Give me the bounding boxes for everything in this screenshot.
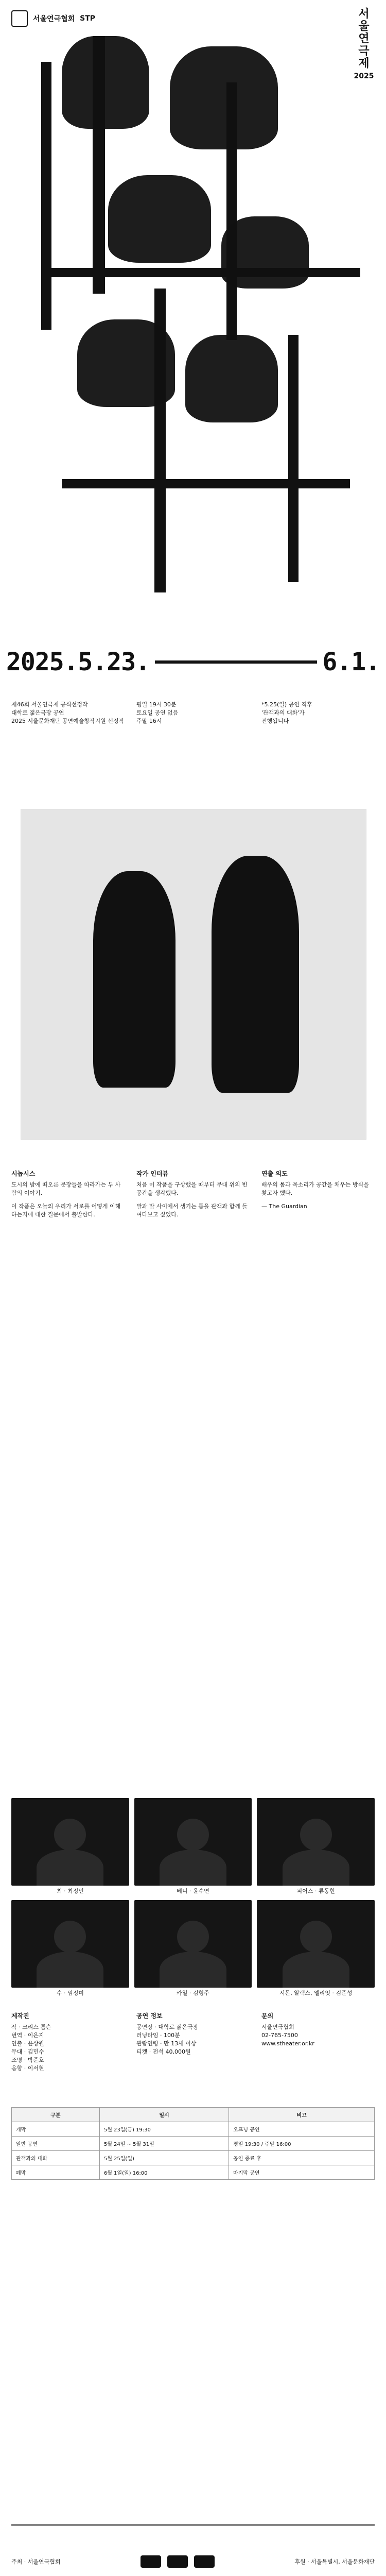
schedule-cell: 개막 bbox=[12, 2122, 100, 2137]
footer-support-line: 후원 · 서울특별시, 서울문화재단 bbox=[294, 2558, 375, 2565]
ticket-heading: 공연 정보 bbox=[136, 2012, 163, 2020]
schedule-cell: 평일 19:30 / 주말 16:00 bbox=[229, 2137, 375, 2151]
cast-card bbox=[134, 1798, 252, 1894]
cast-card bbox=[134, 1900, 252, 1996]
sponsor-logo-icon bbox=[141, 2555, 161, 2568]
schedule-cell: 일반 공연 bbox=[12, 2137, 100, 2151]
cast-grid bbox=[11, 1798, 375, 1996]
title-vertical bbox=[353, 8, 375, 82]
avatar-icon bbox=[300, 1819, 332, 1851]
schedule-header: 일시 bbox=[99, 2108, 229, 2122]
silhouette-6 bbox=[185, 335, 278, 422]
cast-name: 피어스 · 류동현 bbox=[296, 1888, 335, 1894]
cast-card bbox=[257, 1900, 375, 1996]
column-3 bbox=[261, 1170, 375, 1224]
ticket-line: 티켓 · 전석 40,000원 bbox=[136, 2048, 191, 2055]
cast-name: 최 · 최정인 bbox=[56, 1888, 84, 1894]
bottom-columns bbox=[11, 2012, 375, 2073]
title-vertical-top: 서울 bbox=[358, 8, 370, 33]
ticket-line: 관람연령 · 만 13세 이상 bbox=[136, 2040, 197, 2047]
three-columns bbox=[11, 1170, 375, 1224]
sponsor-logo-icon bbox=[194, 2555, 215, 2568]
silhouette-2 bbox=[170, 46, 278, 149]
column-2-paragraph-1: 처음 이 작품을 구상했을 때부터 무대 위의 빈 공간을 생각했다. bbox=[136, 1181, 248, 1196]
date-dash bbox=[155, 660, 317, 664]
cast-shoulder bbox=[37, 1850, 103, 1886]
poster-bar-1 bbox=[41, 62, 51, 330]
staff-line: 무대 · 김민수 bbox=[11, 2048, 44, 2055]
cast-name: 베니 · 윤수연 bbox=[177, 1888, 209, 1894]
schedule-cell: 6월 1일(일) 16:00 bbox=[99, 2165, 229, 2180]
schedule-cell: 5월 23일(금) 19:30 bbox=[99, 2122, 229, 2137]
seoul-theatre-association-logo-icon bbox=[11, 10, 28, 27]
ticket-line: 러닝타임 · 100분 bbox=[136, 2032, 180, 2039]
table-row bbox=[12, 2122, 375, 2137]
table-row bbox=[12, 2165, 375, 2180]
staff-line: 연출 · 윤상원 bbox=[11, 2040, 44, 2047]
cast-shoulder bbox=[283, 1850, 349, 1886]
date-end: 6.1. bbox=[322, 648, 380, 676]
title-vertical-bottom: 2025 bbox=[354, 72, 374, 80]
cast-card bbox=[11, 1798, 129, 1894]
logo-row bbox=[11, 10, 95, 27]
schedule-cell: 5월 24일 ~ 5월 31일 bbox=[99, 2137, 229, 2151]
logo-left-1: 서울연극협회 bbox=[33, 15, 75, 23]
staff-line: 번역 · 이은지 bbox=[11, 2032, 44, 2039]
contact-column bbox=[261, 2012, 375, 2073]
poster-info bbox=[11, 701, 375, 725]
column-3-heading: 연출 의도 bbox=[261, 1170, 288, 1177]
sponsor-logo-icon bbox=[167, 2555, 188, 2568]
poster-bar-7 bbox=[62, 479, 350, 488]
column-1 bbox=[11, 1170, 125, 1224]
table-row bbox=[12, 2137, 375, 2151]
schedule-cell: 공연 종료 후 bbox=[229, 2151, 375, 2165]
staff-line: 음향 · 이서현 bbox=[11, 2065, 44, 2072]
cast-shoulder bbox=[283, 1952, 349, 1988]
contact-heading: 문의 bbox=[261, 2012, 274, 2020]
footer-logos bbox=[141, 2555, 215, 2568]
column-1-heading: 시놉시스 bbox=[11, 1170, 36, 1177]
avatar-icon bbox=[177, 1921, 209, 1953]
person-left bbox=[93, 871, 176, 1088]
ticket-column bbox=[136, 2012, 250, 2073]
schedule-header: 비고 bbox=[229, 2108, 375, 2122]
duo-photo bbox=[21, 809, 366, 1140]
silhouette-3 bbox=[108, 175, 211, 263]
schedule-cell: 5월 25일(일) bbox=[99, 2151, 229, 2165]
avatar-icon bbox=[54, 1819, 86, 1851]
staff-line: 작 · 크리스 톰슨 bbox=[11, 2024, 51, 2030]
title-vertical-mid: 연극제 bbox=[358, 32, 370, 70]
date-start: 2025.5.23. bbox=[6, 648, 150, 676]
avatar-icon bbox=[300, 1921, 332, 1953]
column-3-paragraph-2: — The Guardian bbox=[261, 1203, 307, 1210]
schedule-cell: 마지막 공연 bbox=[229, 2165, 375, 2180]
silhouette-1 bbox=[62, 36, 149, 129]
person-right bbox=[212, 856, 299, 1093]
schedule-header: 구분 bbox=[12, 2108, 100, 2122]
staff-column bbox=[11, 2012, 125, 2073]
poster-info-right: *5.25(일) 공연 직후 '관객과의 대화'가 진행됩니다 bbox=[261, 701, 312, 724]
poster-info-mid: 평일 19시 30분 토요일 공연 없음 주말 16시 bbox=[136, 701, 179, 724]
cast-name: 시몬, 알렉스, 엘리엇 · 김준성 bbox=[279, 1990, 353, 1996]
avatar-icon bbox=[54, 1921, 86, 1953]
poster-bar-6 bbox=[46, 268, 360, 277]
staff-line: 조명 · 박준호 bbox=[11, 2057, 44, 2063]
column-2 bbox=[136, 1170, 250, 1224]
poster-dates bbox=[6, 641, 380, 683]
ticket-line: 공연장 · 대학로 젊은극장 bbox=[136, 2024, 199, 2030]
footer bbox=[11, 2524, 375, 2576]
schedule-table bbox=[11, 2107, 375, 2180]
silhouette-4 bbox=[221, 216, 309, 289]
column-2-heading: 작가 인터뷰 bbox=[136, 1170, 169, 1177]
poster bbox=[0, 0, 386, 724]
table-row bbox=[12, 2151, 375, 2165]
silhouette-5 bbox=[77, 319, 175, 407]
cast-shoulder bbox=[160, 1952, 226, 1988]
column-1-paragraph-2: 이 작품은 오늘의 우리가 서로를 어떻게 이해하는지에 대한 질문에서 출발한다. bbox=[11, 1203, 121, 1218]
duo-photo-section bbox=[0, 809, 386, 1164]
cast-shoulder bbox=[160, 1850, 226, 1886]
schedule-cell: 폐막 bbox=[12, 2165, 100, 2180]
cast-card bbox=[257, 1798, 375, 1894]
contact-line: 02-765-7500 bbox=[261, 2032, 298, 2039]
contact-line: www.stheater.or.kr bbox=[261, 2040, 314, 2047]
schedule-cell: 오프닝 공연 bbox=[229, 2122, 375, 2137]
footer-org-line: 주최 · 서울연극협회 bbox=[11, 2558, 61, 2565]
contact-line: 서울연극협회 bbox=[261, 2024, 294, 2030]
cast-name: 수 · 임정미 bbox=[56, 1990, 84, 1996]
cast-card bbox=[11, 1900, 129, 1996]
cast-shoulder bbox=[37, 1952, 103, 1988]
cast-name: 카일 · 김형주 bbox=[177, 1990, 209, 1996]
column-1-paragraph-1: 도시의 밤에 떠오른 문장들을 따라가는 두 사람의 이야기. bbox=[11, 1181, 121, 1196]
logo-left-2: STP bbox=[80, 14, 96, 23]
schedule-cell: 관객과의 대화 bbox=[12, 2151, 100, 2165]
column-2-paragraph-2: 말과 말 사이에서 생기는 틈을 관객과 함께 들여다보고 싶었다. bbox=[136, 1203, 248, 1218]
staff-heading: 제작진 bbox=[11, 2012, 29, 2020]
avatar-icon bbox=[177, 1819, 209, 1851]
column-3-paragraph-1: 배우의 몸과 목소리가 공간을 채우는 방식을 찾고자 했다. bbox=[261, 1181, 369, 1196]
poster-bar-5 bbox=[288, 335, 299, 582]
poster-info-left: 제46회 서울연극제 공식선정작 대학로 젊은극장 공연 2025 서울문화재단 공연예술창작지원 선정작 bbox=[11, 701, 125, 724]
